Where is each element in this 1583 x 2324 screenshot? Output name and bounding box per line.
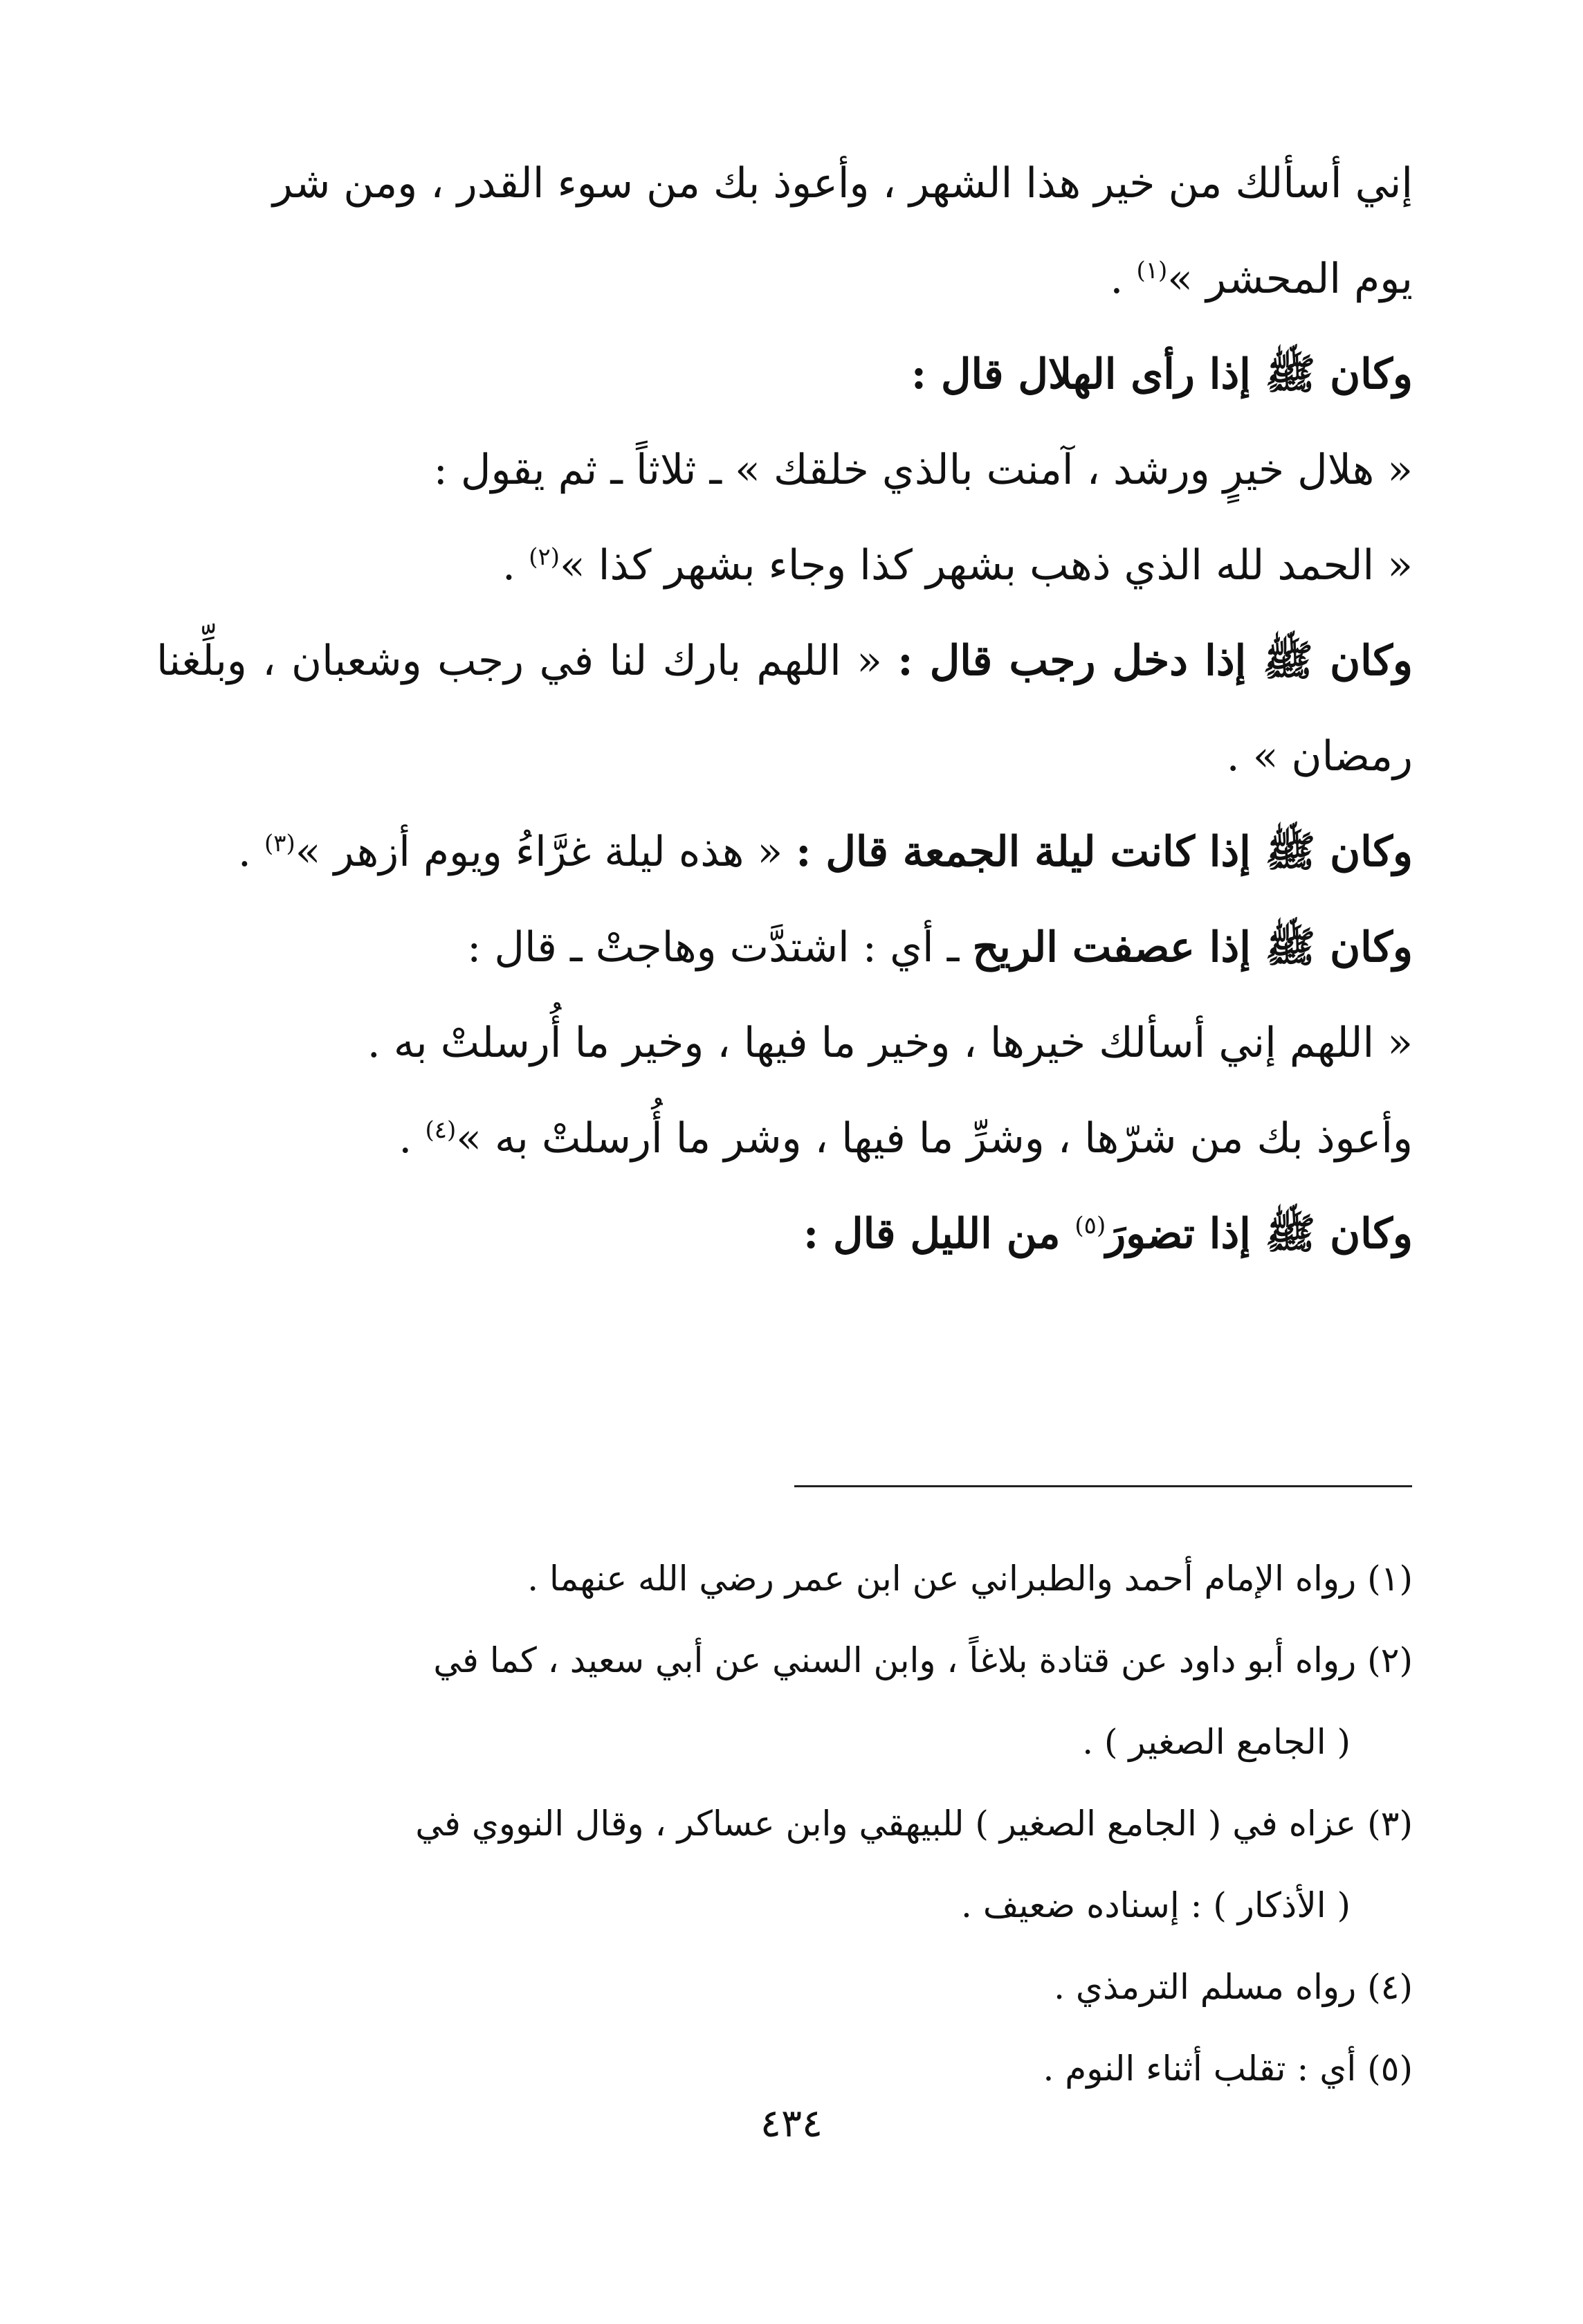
paragraph-wind-prayer [156, 995, 1413, 1186]
footnote-1: (١) رواه الإمام أحمد والطبراني عن ابن عمر رضي الله عنهما . [527, 1559, 1413, 1599]
paragraph-line: « هلال خيرٍ ورشد ، آمنت بالذي خلقك » ـ ثلاثاً ـ ثم يقول : [433, 446, 1413, 494]
footnote-4: (٤) رواه مسلم الترمذي . [1054, 1967, 1413, 2007]
footnote-5: (٥) أي : تقلب أثناء النوم . [1043, 2049, 1413, 2089]
page-number: ٤٣٤ [760, 2101, 823, 2146]
paragraph-text: « هذه ليلة غرَّاءُ ويوم أزهر » [295, 828, 796, 876]
footnote-ref-5: (٥) [1074, 1212, 1106, 1240]
footnote-3 [156, 1783, 1413, 1946]
paragraph-crescent-prayer [156, 422, 1413, 613]
footnotes [156, 1538, 1413, 2109]
paragraph-bold-lead: وكان ﷺ إذا دخل رجب قال : [897, 637, 1413, 685]
paragraph-text: « اللهم بارك لنا في رجب وشعبان ، وبلِّغنا رمضان » . [156, 637, 1413, 781]
paragraph-line: « اللهم إني أسألك خيرها ، وخير ما فيها ، وخير ما أُرسلتْ به . [367, 1019, 1413, 1067]
paragraph-bold-lead: وكان ﷺ إذا تضورَ [1106, 1210, 1413, 1258]
paragraph-text: ـ أي : اشتدَّت وهاجتْ ـ قال : [467, 923, 973, 972]
footnote-ref-3: (٣) [264, 830, 295, 857]
paragraph-end: . [1110, 255, 1137, 303]
paragraph-end: . [502, 541, 529, 590]
footnote-continuation: ( الأذكار ) : إسناده ضعيف . [961, 1885, 1351, 1925]
footnote-ref-1: (١) [1136, 257, 1168, 284]
paragraph-wind [156, 900, 1413, 995]
heading-night-turning [156, 1186, 1413, 1282]
paragraph-friday-night [156, 804, 1413, 900]
paragraph-rajab [156, 613, 1413, 804]
paragraph-line: إني أسألك من خير هذا الشهر ، وأعوذ بك من سوء القدر ، ومن شر [272, 159, 1413, 208]
paragraph-line: يوم المحشر » [1167, 255, 1413, 303]
footnote-ref-2: (٢) [529, 543, 560, 571]
footnote-line: (٣) عزاه في ( الجامع الصغير ) للبيهقي وابن عساكر ، وقال النووي في [415, 1804, 1413, 1844]
footnote-ref-4: (٤) [425, 1116, 457, 1144]
footnote-continuation: ( الجامع الصغير ) . [1082, 1722, 1351, 1762]
main-text [156, 136, 1413, 1282]
paragraph-line: « الحمد لله الذي ذهب بشهر كذا وجاء بشهر كذا » [560, 541, 1413, 590]
paragraph-bold-tail: من الليل قال : [803, 1210, 1075, 1258]
paragraph-end: . [399, 1114, 426, 1163]
footnote-2 [156, 1619, 1413, 1783]
paragraph-prayer-month [156, 136, 1413, 327]
paragraph-bold-lead: وكان ﷺ إذا عصفت الريح [972, 923, 1413, 972]
footnote-divider [794, 1485, 1412, 1487]
paragraph-bold-lead: وكان ﷺ إذا كانت ليلة الجمعة قال : [796, 828, 1413, 876]
paragraph-line: وأعوذ بك من شرّها ، وشرِّ ما فيها ، وشر ما أُرسلتْ به » [456, 1114, 1413, 1163]
footnote-line: (٢) رواه أبو داود عن قتادة بلاغاً ، وابن السني عن أبي سعيد ، كما في [433, 1640, 1413, 1680]
paragraph-end: . [237, 828, 264, 876]
heading-crescent: وكان ﷺ إذا رأى الهلال قال : [911, 350, 1413, 399]
